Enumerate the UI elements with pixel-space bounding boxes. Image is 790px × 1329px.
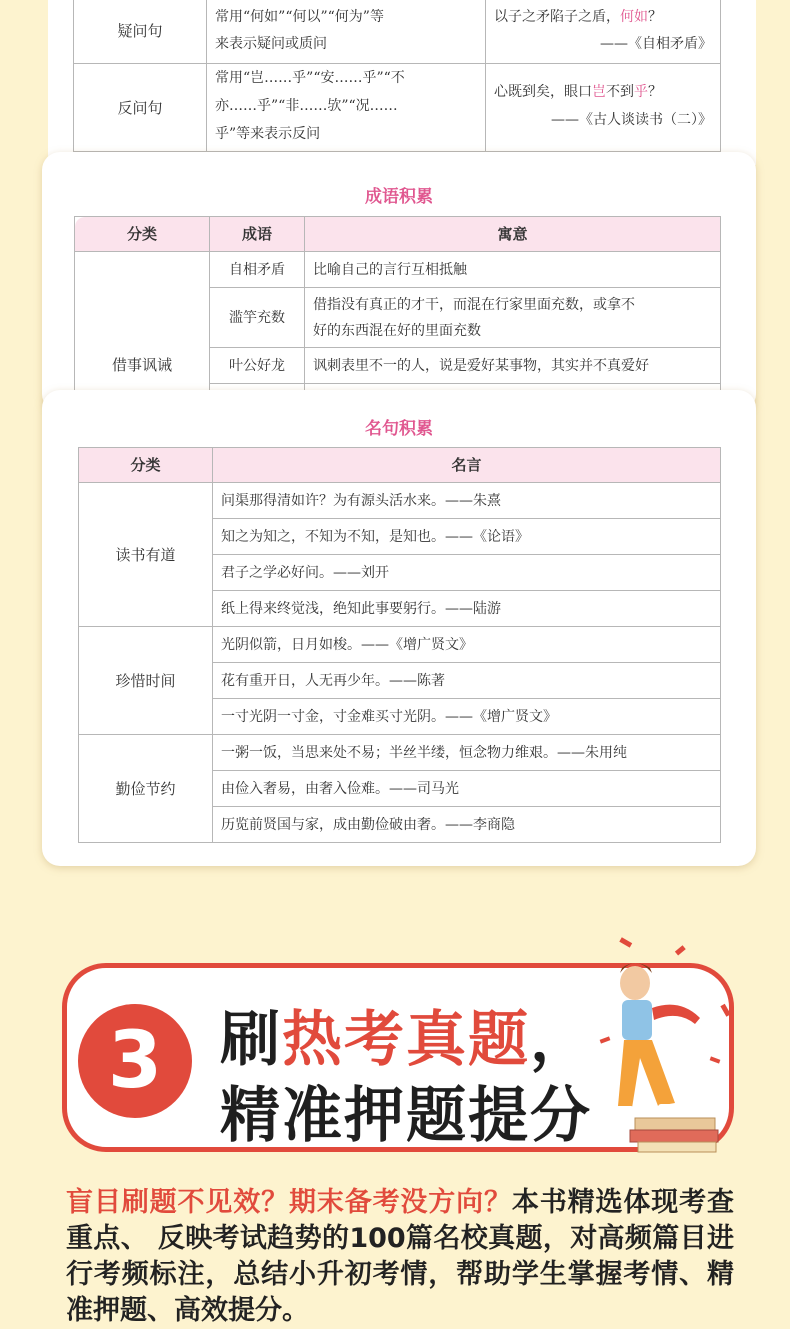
quote-item: 纸上得来终觉浅，绝知此事要躬行。——陆游 (213, 591, 721, 627)
example-source: ——《古人谈读书（二）》 (551, 112, 712, 128)
description-highlight: 盲目刷题不见效？期末备考没方向？ (66, 1187, 512, 1218)
grammar-table (73, 0, 721, 152)
example-text: 不到 (606, 84, 634, 100)
quote-table (78, 447, 721, 843)
quote-category: 读书有道 (79, 483, 213, 627)
usage-line: 乎”等来表示反问 (215, 126, 321, 142)
usage-line: 亦……乎”“非……欤”“况…… (215, 98, 398, 114)
headline-highlight: 热考真题 (282, 1005, 530, 1075)
quote-header-category: 分类 (79, 448, 213, 483)
idiom-table (74, 216, 721, 394)
description-text: 本书精选体现考查重点、 反映考试趋势的100篇名校真题，对高频篇目进行考频标注，总结小升初考情，帮助学生掌握考情、精准押题、高效提分。 (66, 1187, 735, 1326)
section-number: 3 (78, 1004, 192, 1118)
quote-item: 知之为知之，不知为不知，是知也。——《论语》 (213, 519, 721, 555)
quote-card-title: 名句积累 (365, 419, 433, 439)
idiom-card-title: 成语积累 (365, 187, 433, 207)
grammar-category: 反问句 (74, 64, 207, 152)
meaning-line: 借指没有真正的才干，而混在行家里面充数，或拿不 (313, 296, 635, 313)
quote-item: 一寸光阴一寸金，寸金难买寸光阴。——《增广贤文》 (213, 699, 721, 735)
grammar-example (486, 64, 721, 152)
quote-item: 历览前贤国与家，成由勤俭破由奢。——李商隐 (213, 807, 721, 843)
quote-item: 花有重开日，人无再少年。——陈著 (213, 663, 721, 699)
quote-item: 君子之学必好问。——刘开 (213, 555, 721, 591)
usage-line: 来表示疑问或质问 (215, 36, 327, 52)
example-text: ？ (648, 84, 662, 100)
meaning-line: 好的东西混在好的里面充数 (313, 322, 481, 339)
section-description (66, 1185, 734, 1329)
headline-text: 刷 (220, 1005, 282, 1075)
section-headline-line2: 精准押题提分 (220, 1081, 592, 1151)
example-text: 心既到矣，眼口 (494, 84, 592, 100)
idiom-meaning: 比喻自己的言行互相抵触 (305, 252, 721, 288)
example-text: ？ (648, 9, 662, 25)
grammar-example (486, 0, 721, 64)
example-highlight: 乎 (634, 84, 648, 100)
idiom-header-idiom: 成语 (210, 217, 305, 252)
example-source: ——《自相矛盾》 (600, 36, 712, 52)
idiom-name: 滥竽充数 (210, 288, 305, 348)
idiom-meaning: 讽刺表里不一的人，说是爱好某事物，其实并不真爱好 (305, 348, 721, 384)
idiom-meaning (305, 288, 721, 348)
confetti-icon (600, 937, 731, 1063)
quote-item: 由俭入奢易，由奢入俭难。——司马光 (213, 771, 721, 807)
example-highlight: 何如 (620, 9, 648, 25)
idiom-header-category: 分类 (75, 217, 210, 252)
quote-category: 珍惜时间 (79, 627, 213, 735)
quote-header-quote: 名言 (213, 448, 721, 483)
idiom-header-meaning: 寓意 (305, 217, 721, 252)
girl-with-books-illustration (580, 928, 740, 1153)
quote-item: 问渠那得清如许？为有源头活水来。——朱熹 (213, 483, 721, 519)
grammar-usage (207, 0, 486, 64)
quote-item: 光阴似箭，日月如梭。——《增广贤文》 (213, 627, 721, 663)
section-headline-line1 (220, 992, 592, 1078)
usage-line: 常用“岂……乎”“安……乎”“不 (215, 70, 405, 86)
grammar-usage (207, 64, 486, 152)
headline-text: ， (530, 1005, 592, 1075)
example-highlight: 岂 (592, 84, 606, 100)
idiom-name: 叶公好龙 (210, 348, 305, 384)
idiom-name: 自相矛盾 (210, 252, 305, 288)
usage-line: 常用“何如”“何以”“何为”等 (215, 9, 384, 25)
example-text: 以子之矛陷子之盾， (494, 9, 620, 25)
quote-item: 一粥一饭，当思来处不易；半丝半缕，恒念物力维艰。——朱用纯 (213, 735, 721, 771)
quote-category: 勤俭节约 (79, 735, 213, 843)
idiom-category: 借事讽诫 (75, 252, 210, 394)
grammar-category: 疑问句 (74, 0, 207, 64)
